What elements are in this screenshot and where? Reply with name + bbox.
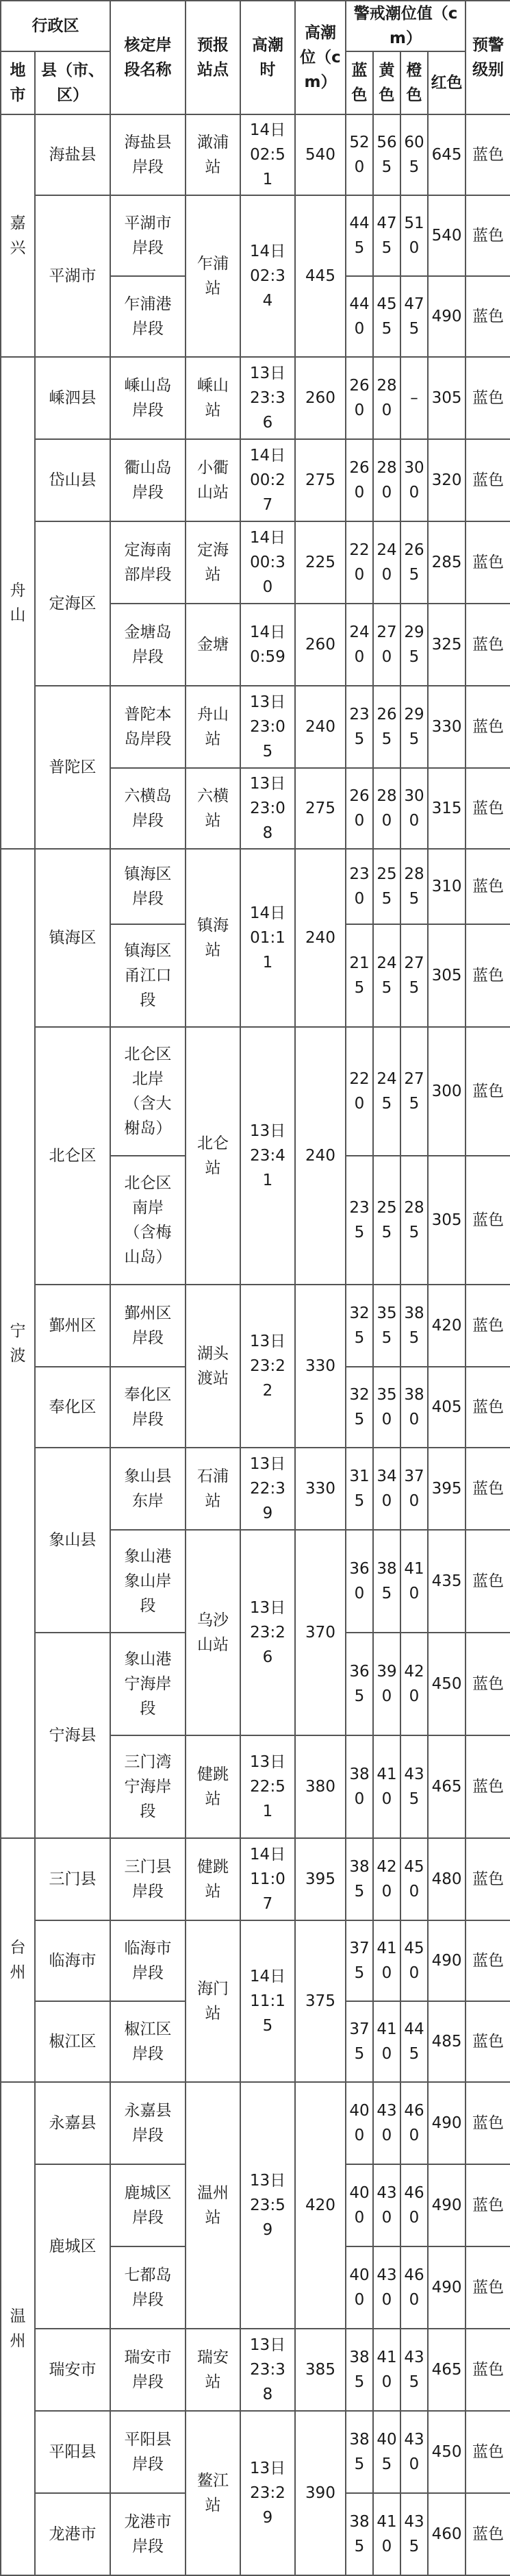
warning-level-cell: 蓝色 [466, 1633, 510, 1735]
segment-name: 鹿城区岸段 [110, 2164, 186, 2246]
yellow-value: 410 [373, 2001, 400, 2082]
segment-name: 乍浦港岸段 [110, 276, 186, 357]
orange-value: 300 [400, 439, 428, 521]
segment-name: 镇海区岸段 [110, 849, 186, 924]
high-tide-level: 260 [295, 604, 346, 686]
segment-name: 平湖市岸段 [110, 195, 186, 276]
warning-level-cell: 蓝色 [466, 195, 510, 276]
segment-name: 永嘉县岸段 [110, 2082, 186, 2164]
warning-level-cell: 蓝色 [466, 439, 510, 521]
red-value: 450 [428, 1633, 466, 1735]
high-tide-level: 260 [295, 357, 346, 439]
table-row [1, 2411, 510, 2493]
warning-level-cell: 蓝色 [466, 1838, 510, 1920]
segment-name: 北仑区南岸（含梅山岛） [110, 1156, 186, 1285]
yellow-value: 385 [373, 1530, 400, 1633]
orange-value: 475 [400, 276, 428, 357]
station-name: 北仑站 [186, 1027, 240, 1285]
yellow-value: 245 [373, 1027, 400, 1156]
segment-name: 金塘岛岸段 [110, 604, 186, 686]
segment-name: 定海南部岸段 [110, 521, 186, 604]
blue-value: 385 [346, 1838, 373, 1920]
blue-value: 400 [346, 2164, 373, 2246]
red-value: 485 [428, 2001, 466, 2082]
red-value: 490 [428, 2246, 466, 2329]
red-value: 490 [428, 2082, 466, 2164]
blue-value: 260 [346, 768, 373, 849]
high-tide-time: 14日00:27 [240, 439, 295, 521]
segment-name: 临海市岸段 [110, 1920, 186, 2001]
red-value: 305 [428, 1156, 466, 1285]
county-cell: 鄞州区 [35, 1285, 110, 1367]
orange-value: 430 [400, 2411, 428, 2493]
county-cell: 三门县 [35, 1838, 110, 1920]
warning-level-cell: 蓝色 [466, 1920, 510, 2001]
warning-level-cell: 蓝色 [466, 1448, 510, 1530]
high-tide-level: 380 [295, 1735, 346, 1838]
yellow-value: 475 [373, 195, 400, 276]
table-row [1, 1285, 510, 1367]
high-tide-level: 240 [295, 849, 346, 1027]
red-value: 490 [428, 1920, 466, 2001]
table-row [1, 357, 510, 439]
segment-name: 鄞州区岸段 [110, 1285, 186, 1367]
header-high-tide-time: 高潮时 [240, 1, 295, 114]
county-cell: 北仑区 [35, 1027, 110, 1285]
county-cell: 普陀区 [35, 686, 110, 849]
red-value: 420 [428, 1285, 466, 1367]
red-value: 645 [428, 114, 466, 195]
yellow-value: 430 [373, 2246, 400, 2329]
high-tide-time: 13日23:26 [240, 1530, 295, 1735]
blue-value: 260 [346, 357, 373, 439]
segment-name: 瑞安市岸段 [110, 2329, 186, 2411]
header-high-tide-level: 高潮位（cm） [295, 1, 346, 114]
county-cell: 龙港市 [35, 2493, 110, 2575]
orange-value: 435 [400, 1735, 428, 1838]
station-name: 嵊山站 [186, 357, 240, 439]
blue-value: 520 [346, 114, 373, 195]
header-blue: 蓝色 [346, 51, 373, 114]
station-name: 瑞安站 [186, 2329, 240, 2411]
warning-level-cell: 蓝色 [466, 357, 510, 439]
blue-value: 445 [346, 195, 373, 276]
header-admin-region: 行政区 [1, 1, 110, 51]
yellow-value: 255 [373, 1156, 400, 1285]
warning-level-cell: 蓝色 [466, 1530, 510, 1633]
segment-name: 奉化区岸段 [110, 1367, 186, 1448]
blue-value: 230 [346, 849, 373, 924]
warning-level-cell: 蓝色 [466, 1735, 510, 1838]
high-tide-time: 14日0:59 [240, 604, 295, 686]
red-value: 540 [428, 195, 466, 276]
blue-value: 365 [346, 1633, 373, 1735]
high-tide-level: 540 [295, 114, 346, 195]
red-value: 490 [428, 276, 466, 357]
high-tide-level: 330 [295, 1285, 346, 1448]
county-cell: 象山县 [35, 1448, 110, 1633]
table-row [1, 849, 510, 924]
county-cell: 瑞安市 [35, 2329, 110, 2411]
table-row [1, 1838, 510, 1920]
county-cell: 镇海区 [35, 849, 110, 1027]
yellow-value: 410 [373, 1920, 400, 2001]
blue-value: 385 [346, 2329, 373, 2411]
red-value: 325 [428, 604, 466, 686]
table-row [1, 521, 510, 604]
yellow-value: 455 [373, 276, 400, 357]
segment-name: 七都岛岸段 [110, 2246, 186, 2329]
warning-level-cell: 蓝色 [466, 114, 510, 195]
high-tide-level: 390 [295, 2411, 346, 2575]
county-cell: 鹿城区 [35, 2164, 110, 2329]
segment-name: 普陀本岛岸段 [110, 686, 186, 768]
high-tide-time: 14日02:51 [240, 114, 295, 195]
station-name: 小衢山站 [186, 439, 240, 521]
blue-value: 375 [346, 2001, 373, 2082]
warning-level-cell: 蓝色 [466, 1285, 510, 1367]
yellow-value: 255 [373, 849, 400, 924]
blue-value: 375 [346, 1920, 373, 2001]
high-tide-time: 13日22:51 [240, 1735, 295, 1838]
high-tide-level: 370 [295, 1530, 346, 1735]
high-tide-time: 13日23:05 [240, 686, 295, 768]
yellow-value: 240 [373, 521, 400, 604]
station-name: 六横站 [186, 768, 240, 849]
red-value: 285 [428, 521, 466, 604]
yellow-value: 355 [373, 1285, 400, 1367]
orange-value: 460 [400, 2246, 428, 2329]
orange-value: 410 [400, 1530, 428, 1633]
segment-name: 海盐县岸段 [110, 114, 186, 195]
blue-value: 400 [346, 2246, 373, 2329]
warning-level-cell: 蓝色 [466, 2164, 510, 2246]
warning-level-cell: 蓝色 [466, 521, 510, 604]
station-name: 澉浦站 [186, 114, 240, 195]
segment-name: 象山港宁海岸段 [110, 1633, 186, 1735]
station-name: 定海站 [186, 521, 240, 604]
orange-value: 275 [400, 1027, 428, 1156]
station-name: 乍浦站 [186, 195, 240, 357]
yellow-value: 245 [373, 924, 400, 1027]
high-tide-time: 13日23:08 [240, 768, 295, 849]
high-tide-time: 13日23:38 [240, 2329, 295, 2411]
yellow-value: 410 [373, 1735, 400, 1838]
high-tide-level: 240 [295, 1027, 346, 1285]
city-cell: 嘉兴 [1, 114, 35, 357]
header-row-1 [1, 1, 510, 51]
yellow-value: 280 [373, 768, 400, 849]
high-tide-level: 275 [295, 768, 346, 849]
high-tide-level: 275 [295, 439, 346, 521]
blue-value: 215 [346, 924, 373, 1027]
warning-level-cell: 蓝色 [466, 276, 510, 357]
red-value: 450 [428, 2411, 466, 2493]
county-cell: 嵊泗县 [35, 357, 110, 439]
warning-level-cell: 蓝色 [466, 1156, 510, 1285]
table-row [1, 195, 510, 276]
yellow-value: 340 [373, 1448, 400, 1530]
orange-value: 370 [400, 1448, 428, 1530]
blue-value: 360 [346, 1530, 373, 1633]
high-tide-time: 14日00:30 [240, 521, 295, 604]
header-city: 地市 [1, 51, 35, 114]
orange-value: 435 [400, 2493, 428, 2575]
orange-value: 265 [400, 521, 428, 604]
blue-value: 240 [346, 604, 373, 686]
segment-name: 椒江区岸段 [110, 2001, 186, 2082]
blue-value: 325 [346, 1367, 373, 1448]
table-row [1, 686, 510, 768]
county-cell: 平湖市 [35, 195, 110, 357]
warning-level-cell: 蓝色 [466, 2246, 510, 2329]
high-tide-time: 13日22:39 [240, 1448, 295, 1530]
blue-value: 325 [346, 1285, 373, 1367]
blue-value: 220 [346, 521, 373, 604]
orange-value: 460 [400, 2082, 428, 2164]
warning-level-cell: 蓝色 [466, 768, 510, 849]
high-tide-time: 13日23:36 [240, 357, 295, 439]
orange-value: 380 [400, 1367, 428, 1448]
blue-value: 400 [346, 2082, 373, 2164]
red-value: 300 [428, 1027, 466, 1156]
warning-level-cell: 蓝色 [466, 2001, 510, 2082]
station-name: 健跳站 [186, 1735, 240, 1838]
station-name: 湖头渡站 [186, 1285, 240, 1448]
yellow-value: 430 [373, 2164, 400, 2246]
high-tide-level: 420 [295, 2082, 346, 2329]
header-segment-name: 核定岸段名称 [110, 1, 186, 114]
table-row [1, 1448, 510, 1530]
high-tide-time: 13日23:22 [240, 1285, 295, 1448]
orange-value: 420 [400, 1633, 428, 1735]
orange-value: 605 [400, 114, 428, 195]
high-tide-time: 14日11:07 [240, 1838, 295, 1920]
warning-level-cell: 蓝色 [466, 2411, 510, 2493]
yellow-value: 565 [373, 114, 400, 195]
orange-value: 510 [400, 195, 428, 276]
red-value: 490 [428, 2164, 466, 2246]
red-value: 465 [428, 2329, 466, 2411]
high-tide-level: 330 [295, 1448, 346, 1530]
county-cell: 海盐县 [35, 114, 110, 195]
high-tide-level: 385 [295, 2329, 346, 2411]
orange-value: 295 [400, 604, 428, 686]
header-red: 红色 [428, 51, 466, 114]
orange-value: 450 [400, 1838, 428, 1920]
city-cell: 台州 [1, 1838, 35, 2082]
orange-value: 285 [400, 849, 428, 924]
header-yellow: 黄色 [373, 51, 400, 114]
station-name: 鳌江站 [186, 2411, 240, 2575]
table-row [1, 114, 510, 195]
station-name: 海门站 [186, 1920, 240, 2082]
city-cell: 温州 [1, 2082, 35, 2575]
red-value: 405 [428, 1367, 466, 1448]
high-tide-time: 13日23:29 [240, 2411, 295, 2575]
high-tide-level: 240 [295, 686, 346, 768]
station-name: 镇海站 [186, 849, 240, 1027]
red-value: 465 [428, 1735, 466, 1838]
city-cell: 舟山 [1, 357, 35, 849]
segment-name: 龙港市岸段 [110, 2493, 186, 2575]
yellow-value: 350 [373, 1367, 400, 1448]
red-value: 320 [428, 439, 466, 521]
segment-name: 象山县东岸 [110, 1448, 186, 1530]
header-orange: 橙色 [400, 51, 428, 114]
yellow-value: 280 [373, 357, 400, 439]
blue-value: 315 [346, 1448, 373, 1530]
red-value: 395 [428, 1448, 466, 1530]
station-name: 金塘 [186, 604, 240, 686]
header-county: 县（市、区） [35, 51, 110, 114]
county-cell: 定海区 [35, 521, 110, 686]
segment-name: 镇海区甬江口段 [110, 924, 186, 1027]
table-row [1, 2082, 510, 2164]
orange-value: 295 [400, 686, 428, 768]
county-cell: 岱山县 [35, 439, 110, 521]
red-value: 305 [428, 357, 466, 439]
segment-name: 象山港象山岸段 [110, 1530, 186, 1633]
yellow-value: 410 [373, 2329, 400, 2411]
orange-value: 275 [400, 924, 428, 1027]
high-tide-level: 375 [295, 1920, 346, 2082]
yellow-value: 405 [373, 2411, 400, 2493]
blue-value: 385 [346, 2493, 373, 2575]
orange-value: – [400, 357, 428, 439]
orange-value: 460 [400, 2164, 428, 2246]
high-tide-level: 225 [295, 521, 346, 604]
station-name: 乌沙山站 [186, 1530, 240, 1735]
blue-value: 385 [346, 2411, 373, 2493]
header-warning-levels: 警戒潮位值（cm） [346, 1, 466, 51]
yellow-value: 430 [373, 2082, 400, 2164]
red-value: 315 [428, 768, 466, 849]
segment-name: 嵊山岛岸段 [110, 357, 186, 439]
high-tide-time: 14日01:11 [240, 849, 295, 1027]
station-name: 健跳站 [186, 1838, 240, 1920]
yellow-value: 390 [373, 1633, 400, 1735]
red-value: 435 [428, 1530, 466, 1633]
station-name: 石浦站 [186, 1448, 240, 1530]
blue-value: 440 [346, 276, 373, 357]
orange-value: 385 [400, 1285, 428, 1367]
warning-level-cell: 蓝色 [466, 1027, 510, 1156]
segment-name: 衢山岛岸段 [110, 439, 186, 521]
orange-value: 445 [400, 2001, 428, 2082]
orange-value: 450 [400, 1920, 428, 2001]
segment-name: 六横岛岸段 [110, 768, 186, 849]
county-cell: 奉化区 [35, 1367, 110, 1448]
high-tide-time: 13日23:59 [240, 2082, 295, 2329]
table-row [1, 1920, 510, 2001]
header-warning-level: 预警级别 [466, 1, 510, 114]
county-cell: 平阳县 [35, 2411, 110, 2493]
county-cell: 永嘉县 [35, 2082, 110, 2164]
high-tide-level: 395 [295, 1838, 346, 1920]
station-name: 温州站 [186, 2082, 240, 2329]
warning-level-cell: 蓝色 [466, 604, 510, 686]
warning-level-cell: 蓝色 [466, 924, 510, 1027]
yellow-value: 270 [373, 604, 400, 686]
orange-value: 285 [400, 1156, 428, 1285]
county-cell: 椒江区 [35, 2001, 110, 2082]
warning-level-cell: 蓝色 [466, 686, 510, 768]
blue-value: 235 [346, 686, 373, 768]
blue-value: 260 [346, 439, 373, 521]
yellow-value: 265 [373, 686, 400, 768]
orange-value: 300 [400, 768, 428, 849]
county-cell: 宁海县 [35, 1633, 110, 1838]
warning-level-cell: 蓝色 [466, 2493, 510, 2575]
high-tide-time: 14日02:34 [240, 195, 295, 357]
orange-value: 435 [400, 2329, 428, 2411]
yellow-value: 410 [373, 2493, 400, 2575]
table-row [1, 1027, 510, 1156]
warning-level-cell: 蓝色 [466, 1367, 510, 1448]
blue-value: 220 [346, 1027, 373, 1156]
high-tide-time: 13日23:41 [240, 1027, 295, 1285]
yellow-value: 280 [373, 439, 400, 521]
header-station: 预报站点 [186, 1, 240, 114]
table-row [1, 439, 510, 521]
blue-value: 235 [346, 1156, 373, 1285]
warning-level-cell: 蓝色 [466, 849, 510, 924]
high-tide-level: 445 [295, 195, 346, 357]
red-value: 480 [428, 1838, 466, 1920]
high-tide-time: 14日11:15 [240, 1920, 295, 2082]
segment-name: 北仑区北岸（含大榭岛） [110, 1027, 186, 1156]
table-row [1, 2329, 510, 2411]
segment-name: 平阳县岸段 [110, 2411, 186, 2493]
station-name: 舟山站 [186, 686, 240, 768]
red-value: 330 [428, 686, 466, 768]
warning-level-cell: 蓝色 [466, 2329, 510, 2411]
county-cell: 临海市 [35, 1920, 110, 2001]
red-value: 460 [428, 2493, 466, 2575]
city-cell: 宁波 [1, 849, 35, 1838]
blue-value: 380 [346, 1735, 373, 1838]
segment-name: 三门县岸段 [110, 1838, 186, 1920]
red-value: 305 [428, 924, 466, 1027]
segment-name: 三门湾宁海岸段 [110, 1735, 186, 1838]
red-value: 310 [428, 849, 466, 924]
yellow-value: 420 [373, 1838, 400, 1920]
warning-level-cell: 蓝色 [466, 2082, 510, 2164]
